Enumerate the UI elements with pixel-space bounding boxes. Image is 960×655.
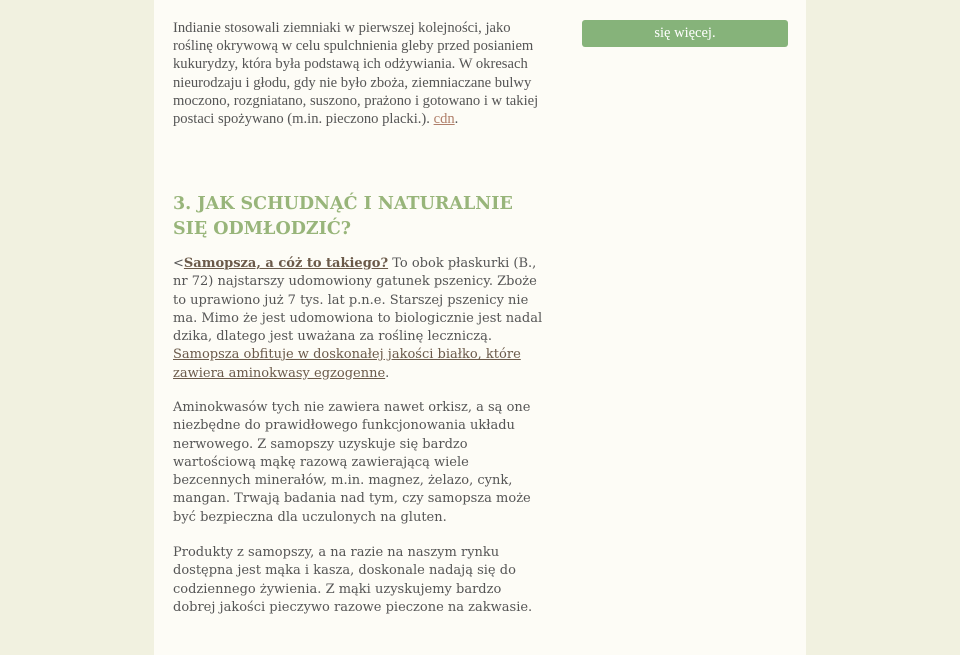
p2-suffix: . (385, 365, 390, 381)
intro-paragraph (173, 19, 543, 128)
intro-end: . (454, 111, 459, 128)
p2-prefix: < (173, 256, 184, 271)
samopsza-paragraph (173, 255, 543, 383)
page-content (154, 0, 806, 655)
read-more-button[interactable]: się więcej. (582, 20, 788, 47)
p2-text: To obok płaskurki (B., nr 72) najstarszy udomowiony gatunek pszenicy. Zboże to uprawiono już 7 tys. lat p.n.e. Starszej pszenicy nie ma. Mimo że jest udomowiona to biologicznie jest nadal dzika, dlatego jest uważana za roślinę leczniczą. (173, 256, 543, 345)
aminoacids-paragraph: Aminokwasów tych nie zawiera nawet orkisz, a są one niezbędne do prawidłowego funkcjonowania układu nerwowego. Z samopszy uzyskuje się bardzo wartościową mąkę razową zawierającą wiele bezcennych minerałów, m.in. magnez, żelazo, cynk, mangan. Trwają badania nad tym, czy samopsza może być bezpieczna dla uczulonych na gluten. (173, 400, 531, 525)
samopsza-title-link[interactable]: Samopsza, a cóż to takiego? (183, 256, 389, 271)
intro-text: Indianie stosowali ziemniaki w pierwszej kolejności, jako roślinę okrywową w celu spulchnienia gleby przed posianiem kukurydzy, która była podstawą ich odżywiania. W okresach nieurodzaju i głodu, gdy nie było zboża, ziemniaczane bulwy moczono, rozgniatano, suszono, prażono i gotowano i w takiej postaci spożywano (m.in. pieczono placki.). (173, 20, 539, 128)
products-paragraph: Produkty z samopszy, a na razie na naszym rynku dostępna jest mąka i kasza, doskonale nadają się do codziennego żywienia. Z mąki uzyskujemy bardzo dobrej jakości pieczywo razowe pieczone na zakwasie. (173, 545, 533, 615)
samopsza-protein-link[interactable]: Samopsza obfituje w doskonałej jakości białko, które zawiera aminokwasy egzogenne (173, 347, 521, 381)
section-heading: 3. JAK SCHUDNĄĆ I NATURALNIE SIĘ ODMŁODZIĆ? (173, 194, 513, 239)
cdn-link[interactable]: cdn (433, 111, 455, 128)
